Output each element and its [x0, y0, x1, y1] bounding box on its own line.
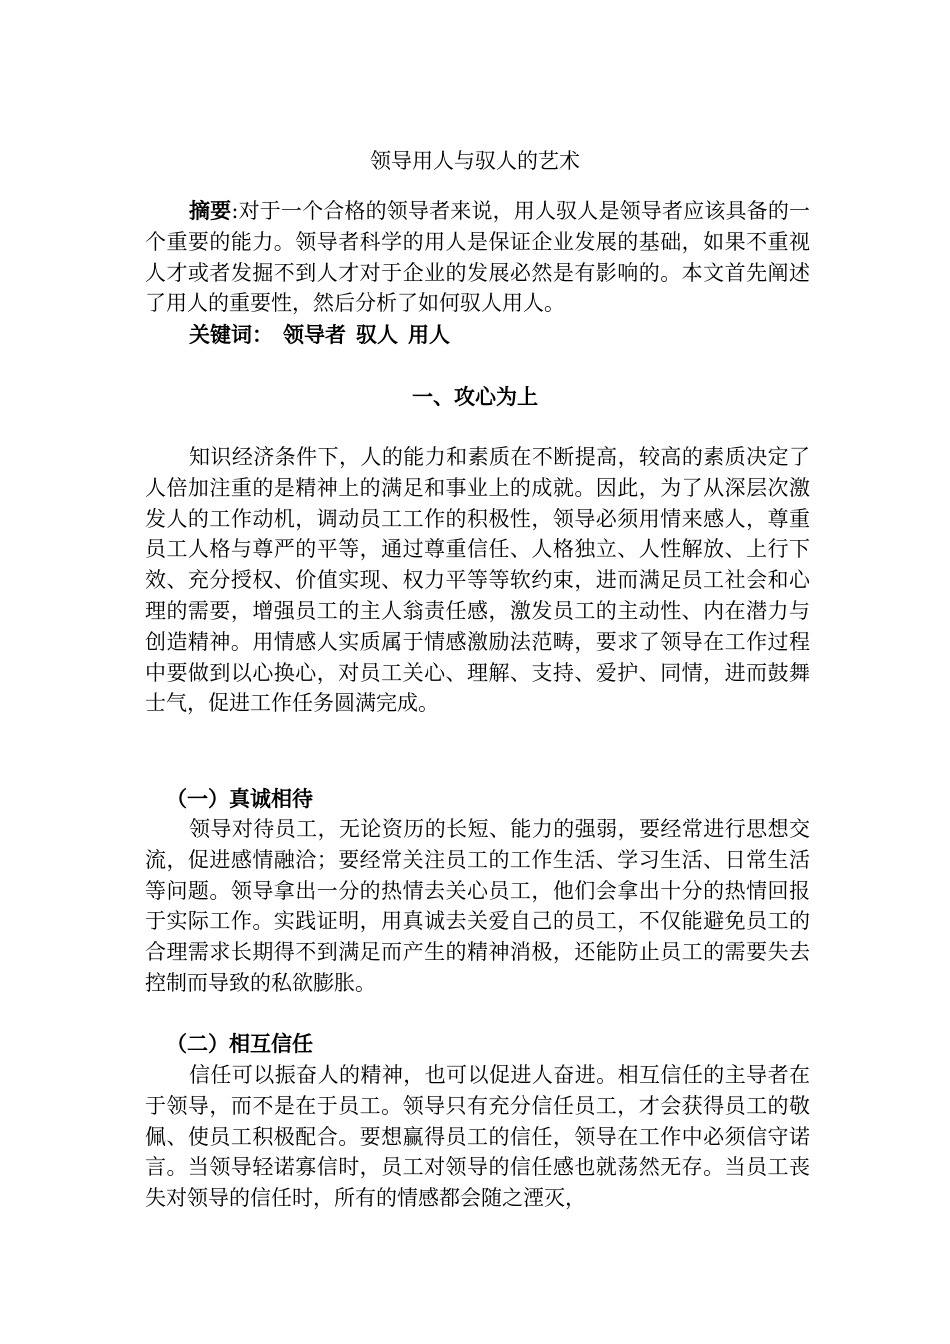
subsection-heading: （一）真诚相待	[166, 786, 313, 811]
keywords-label: 关键词：	[189, 322, 273, 347]
abstract-text: :对于一个合格的领导者来说，用人驭人是领导者应该具备的一个重要的能力。领导者科学的用人是保证企业发展的基础，如果不重视人才或者发掘不到人才对于企业的发展必然是有影响的。本文首先阐述了用人的重要性，然后分析了如何驭人用人。	[145, 199, 810, 316]
document-title: 领导用人与驭人的艺术	[370, 149, 580, 173]
subsection-paragraph: 信任可以振奋人的精神，也可以促进人奋进。相互信任的主导者在于领导，而不是在于员工。领导只有充分信任员工，才会获得员工的敬佩、使员工积极配合。要想赢得员工的信任，领导在工作中必须信守诺言。当领导轻诺寡信时，员工对领导的信任感也就荡然无存。当员工丧失对领导的信任时，所有的情感都会随之湮灭，	[145, 1063, 810, 1211]
keywords-line	[145, 320, 810, 351]
keyword-item: 用人	[408, 322, 450, 347]
subsection-heading: （二）相互信任	[166, 1031, 313, 1056]
abstract-paragraph	[145, 196, 810, 319]
subsection-paragraph: 领导对待员工，无论资历的长短、能力的强弱，要经常进行思想交流，促进感情融洽；要经常关注员工的工作生活、学习生活、日常生活等问题。领导拿出一分的热情去关心员工，他们会拿出十分的热情回报于实际工作。实践证明，用真诚去关爱自己的员工，不仅能避免员工的合理需求长期得不到满足而产生的精神消极，还能防止员工的需要失去控制而导致的私欲膨胀。	[145, 817, 810, 995]
section-heading: 一、攻心为上	[412, 384, 538, 409]
keyword-item: 驭人	[356, 322, 398, 347]
abstract-label: 摘要	[189, 198, 232, 223]
keyword-item: 领导者	[283, 322, 346, 347]
section-intro-paragraph: 知识经济条件下，人的能力和素质在不断提高，较高的素质决定了人倍加注重的是精神上的满足和事业上的成就。因此，为了从深层次激发人的工作动机，调动员工工作的积极性，领导必须用情来感人，尊重员工人格与尊严的平等，通过尊重信任、人格独立、人性解放、上行下效、充分授权、价值实现、权力平等等软约束，进而满足员工社会和心理的需要，增强员工的主人翁责任感，激发员工的主动性、内在潜力与创造精神。用情感人实质属于情感激励法范畴，要求了领导在工作过程中要做到以心换心，对员工关心、理解、支持、爱护、同情，进而鼓舞士气，促进工作任务圆满完成。	[145, 445, 810, 716]
